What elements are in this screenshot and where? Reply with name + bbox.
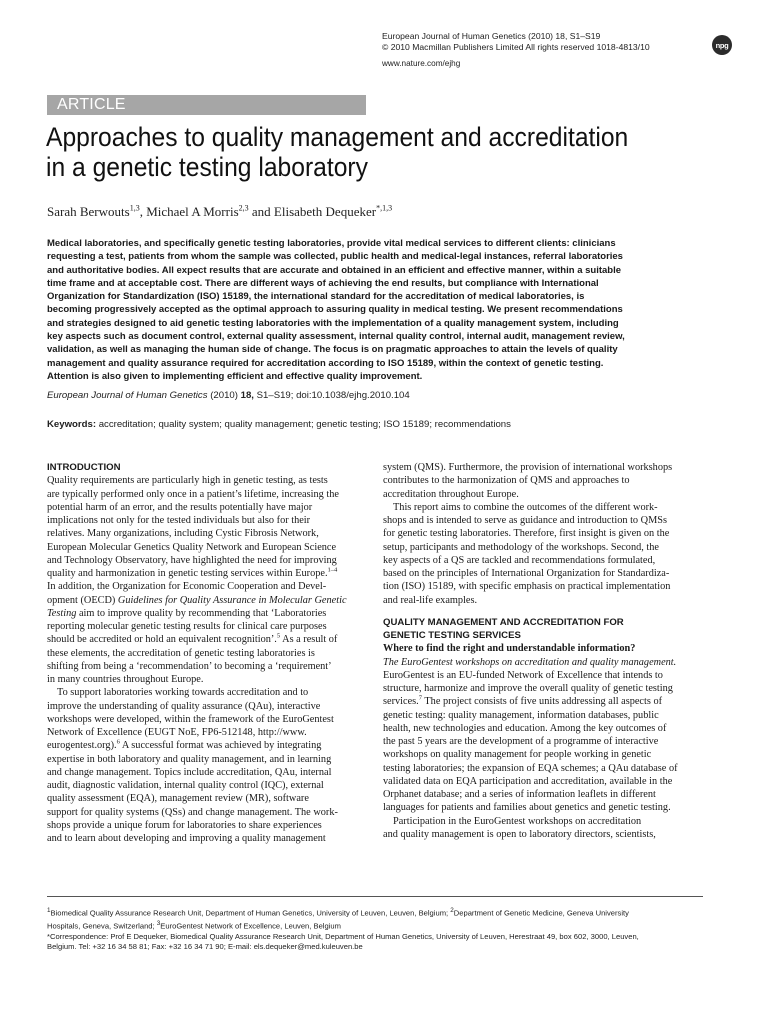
affiliation-marker: 2 (450, 907, 454, 914)
body-line: structure, harmonize and improve the overall quality of genetic testing (383, 683, 673, 694)
abstract-line: requesting a test, patients from whom the sample was collected, public health and medical-legal instances, referral laboratories (47, 251, 623, 263)
body-line: This report aims to combine the outcomes of the different work- (393, 501, 658, 513)
body-line: setup, participants and methodology of the workshops. Second, the (383, 541, 659, 553)
body-text: should be accredited or hold an equivalent recognition’. (47, 634, 277, 646)
body-line: system (QMS). Furthermore, the provision of international workshops (383, 462, 673, 473)
footnote-divider (47, 896, 703, 897)
spacer (383, 607, 703, 616)
body-line: reporting molecular genetic testing results for clinical care purposes (47, 621, 327, 632)
footnote-line (47, 906, 717, 919)
reference-superscript[interactable]: 7 (418, 694, 422, 702)
keywords-value: accreditation; quality system; quality management; genetic testing; ISO 15189; recommendations (96, 419, 511, 430)
footnote-text: EuroGentest Network of Excellence, Leuven, Belgium (160, 921, 341, 931)
body-line: based on the principles of International Organization for Standardiza- (383, 568, 670, 579)
keywords-label: Keywords: (47, 419, 97, 430)
citation-line (47, 390, 410, 401)
body-line: the past 5 years are the development of a programme of interactive (383, 736, 659, 747)
left-column (47, 461, 367, 845)
abstract-line: Attention is also given to implementing efficient and effective quality improvement. (47, 370, 423, 382)
author-separator: and (248, 204, 274, 219)
reference-superscript[interactable]: 6 (116, 738, 120, 746)
body-line: shops provide a unique forum for laboratories to share experiences (47, 819, 322, 831)
body-line: for genetic testing laboratories. Therefore, first insight is given on the (383, 528, 670, 540)
body-line: potential harm of an error, and the results potentially have major (47, 501, 313, 513)
npg-logo: npg (712, 35, 732, 55)
body-line: support for quality systems (QSs) and change management. The work- (47, 806, 338, 818)
body-text: eurogentest.org). (47, 740, 117, 752)
body-text: As a result of (280, 634, 338, 646)
body-line: and to learn about developing and improving a quality management (47, 833, 326, 844)
body-line (47, 594, 367, 607)
citation-doi[interactable]: S1–S19; doi:10.1038/ejhg.2010.104 (253, 390, 410, 401)
author-affiliation: 1,3 (129, 203, 140, 213)
abstract-line: Organization for Standardization (ISO) 15189, the international standard for the accreditation of medical laboratories, is (47, 291, 585, 303)
footnote-text: Biomedical Quality Assurance Research Unit, Department of Human Genetics, University of Leuven, Leuven, Belgium; (50, 908, 451, 918)
body-text: The project consists of five units addressing all aspects of (422, 696, 663, 708)
abstract-line: validation, as well as managing the human side of change. The focus is on pragmatic approaches to attain the levels of quality (47, 344, 618, 356)
body-line: To support laboratories working towards accreditation and to (57, 687, 309, 699)
body-line: testing laboratories; the expansion of EQA schemes; a QAu database of (383, 762, 678, 774)
author-affiliation: 2,3 (238, 203, 249, 213)
italic-title: Guidelines for Quality Assurance in Molecular Genetic (117, 594, 347, 606)
body-line: expertise in both laboratory and quality management, and in learning (47, 753, 332, 765)
body-line: are typically performed only once in a patient’s lifetime, increasing the (47, 488, 339, 500)
body-text: quality and harmonization in genetic testing services within Europe. (47, 568, 328, 579)
abstract-line: management and quality assurance required for accreditation according to ISO 15189, within the context of genetic testing. (47, 357, 604, 369)
section-heading-introduction: INTRODUCTION (47, 462, 121, 473)
abstract-line: becoming progressively accepted as the optimal approach to assuring quality in medical testing. We present recommendations (47, 304, 623, 316)
body-line: these elements, the accreditation of genetic testing laboratories is (47, 647, 315, 659)
body-line (47, 739, 367, 752)
journal-url-link[interactable]: www.nature.com/ejhg (382, 59, 461, 68)
citation-journal: European Journal of Human Genetics (47, 390, 208, 401)
body-line: Quality requirements are particularly high in genetic testing, as tests (47, 475, 328, 487)
citation-volume: 18, (240, 390, 254, 401)
journal-header (382, 31, 650, 53)
copyright-line: © 2010 Macmillan Publishers Limited All rights reserved 1018-4813/10 (382, 42, 650, 52)
footnotes (47, 906, 717, 953)
section-heading-qm-line-2: GENETIC TESTING SERVICES (383, 630, 521, 641)
body-line: In addition, the Organization for Economic Cooperation and Devel- (47, 581, 327, 593)
contact-line: Belgium. Tel: +32 16 34 58 81; Fax: +32 16 34 71 90; E-mail: els.dequeker@med.kuleuven.be (47, 942, 363, 952)
article-title (46, 122, 688, 182)
abstract-line: time frame and at acceptable cost. There are different ways of achieving the end results, but compliance with International (47, 277, 599, 289)
body-line: health, new technologies and education. Among the key outcomes of (383, 722, 667, 734)
body-line: and quality management is open to laboratory directors, scientists, (383, 828, 656, 840)
body-text: opment (OECD) (47, 594, 118, 606)
author-affiliation: *,1,3 (376, 203, 393, 213)
body-line: contributes to the harmonization of QMS and approaches to (383, 475, 630, 487)
footnote-text: Department of Genetic Medicine, Geneva University (453, 908, 629, 918)
body-line: quality assessment (EQA), management review (MR), software (47, 793, 309, 805)
author-name: Michael A Morris (146, 204, 239, 219)
abstract-line: and strategies designed to aid genetic testing laboratories with the implementation of a quality management system, including (47, 317, 619, 329)
right-column (383, 461, 703, 841)
reference-superscript[interactable]: 5 (276, 632, 281, 640)
footnote-line (47, 919, 717, 932)
body-text: A successful format was achieved by integrating (119, 740, 322, 752)
affiliation-marker: 3 (156, 919, 161, 927)
body-line (47, 633, 367, 646)
author-list (47, 204, 392, 220)
subsection-heading: Where to find the right and understandable information? (383, 643, 636, 655)
body-line: audit, diagnostic validation, internal quality control (IQC), external (47, 780, 324, 791)
body-line (47, 567, 367, 580)
body-line: in many countries throughout Europe. (47, 674, 204, 685)
author-separator: , (139, 204, 147, 219)
abstract-line: and authoritative bodies. All expect results that are accurate and obtained in an efficient and effective manner, within a suitable (47, 264, 622, 276)
body-line: European Molecular Genetics Quality Network and European Science (47, 541, 337, 553)
title-line-2: in a genetic testing laboratory (46, 152, 368, 182)
body-line: languages for patients and families about genetics and genetic testing. (383, 802, 671, 814)
keywords-line (47, 419, 511, 430)
footnote-text: Hospitals, Geneva, Switzerland; (47, 921, 157, 931)
abstract-line: Medical laboratories, and specifically genetic testing laboratories, provide vital medical services to different clients: clinicians (47, 238, 616, 249)
body-line: relatives. Many organizations, including Cystic Fibrosis Network, (47, 528, 319, 540)
author-name: Sarah Berwouts (47, 204, 130, 219)
body-line: accreditation throughout Europe. (383, 488, 519, 500)
body-line: implications not only for the tested individuals but also for their (47, 515, 311, 526)
affiliation-marker: 1 (47, 907, 51, 914)
abstract-line: key aspects such as document control, external quality assessment, internal quality control, internal audit, management review, (47, 331, 625, 343)
author-name: Elisabeth Dequeker (273, 204, 377, 219)
body-line: Participation in the EuroGentest workshops on accreditation (393, 815, 642, 827)
body-line: and change management. Topics include accreditation, QAu, internal (47, 766, 332, 778)
body-line: validated data on EQA participation and accreditation, available in the (383, 775, 673, 787)
italic-run-in-heading: The EuroGentest workshops on accreditation and quality management. (383, 656, 677, 668)
body-line: workshops were developed, within the framework of the EuroGentest (47, 713, 334, 725)
body-line (383, 695, 703, 708)
citation-year: (2010) (207, 390, 241, 401)
body-line: key aspects of a QS are tackled and recommendations formulated, (383, 554, 656, 566)
body-line: improve the understanding of quality assurance (QAu), interactive (47, 700, 321, 712)
body-line: workshops on quality management for people working in genetic (383, 749, 652, 761)
body-line: shops and is intended to serve as guidance and introduction to QMSs (383, 515, 667, 526)
body-line: and real-life examples. (383, 594, 478, 606)
article-type-banner (47, 95, 366, 115)
body-line: Orphanet database; and a series of information leaflets in different (383, 789, 656, 800)
body-text: aim to improve quality by recommending that ‘Laboratories (76, 607, 327, 619)
correspondence-line: *Correspondence: Prof E Dequeker, Biomedical Quality Assurance Research Unit, Department of Human Genetics, University of Leuven, Herestraat 49, box 602, 3000, Leuven, (47, 931, 639, 941)
body-line: shifting from being a ‘recommendation’ to becoming a ‘requirement’ (47, 660, 332, 672)
italic-title: Testing (47, 607, 77, 619)
article-type-label: ARTICLE (57, 96, 126, 113)
body-line: genetic testing: quality management, information databases, public (383, 709, 659, 721)
body-line: tion (ISO) 15189, with specific emphasis on practical implementation (383, 581, 671, 593)
body-line (47, 607, 367, 620)
title-line-1: Approaches to quality management and accreditation (46, 122, 629, 152)
section-heading-qm-line-1: QUALITY MANAGEMENT AND ACCREDITATION FOR (383, 616, 624, 628)
body-line: EuroGentest is an EU-funded Network of Excellence that intends to (383, 669, 663, 681)
reference-superscript[interactable]: 1–4 (327, 566, 338, 574)
journal-citation-line: European Journal of Human Genetics (2010) 18, S1–S19 (382, 31, 601, 41)
body-line: and Technology Observatory, have highlighted the need for improving (47, 554, 337, 566)
abstract (47, 237, 715, 383)
body-line: Network of Excellence (EUGT NoE, FP6-512148, http://www. (47, 727, 307, 738)
body-text: services. (383, 696, 419, 708)
